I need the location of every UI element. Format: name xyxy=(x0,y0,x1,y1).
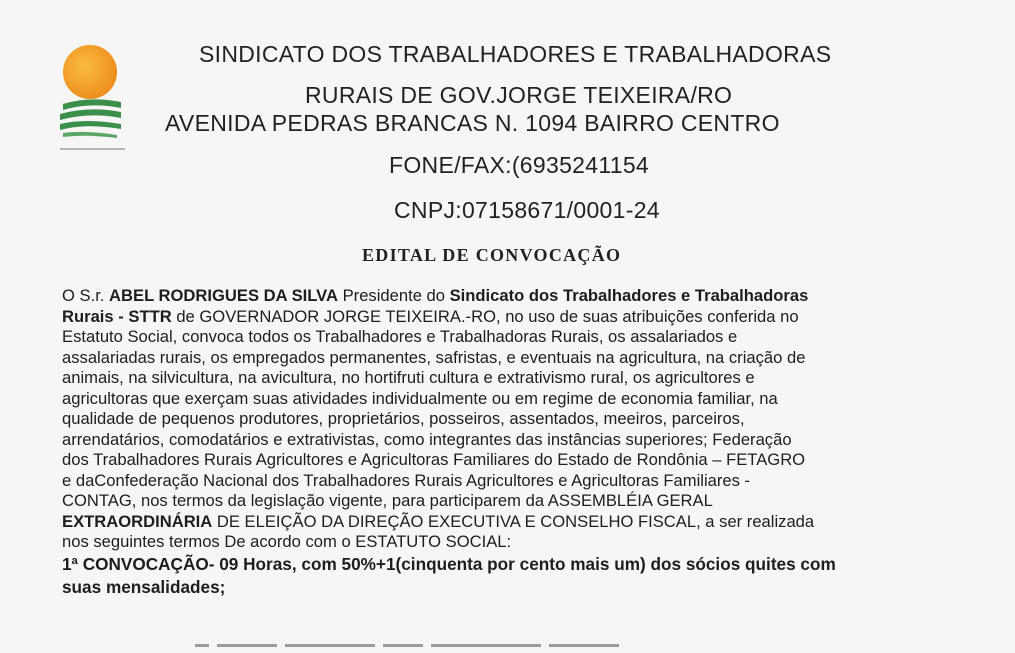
header-union-name-line1: SINDICATO DOS TRABALHADORES E TRABALHADORAS xyxy=(199,41,832,67)
body-text: Presidente do xyxy=(337,286,450,305)
header-phone: FONE/FAX:(6935241154 xyxy=(389,152,649,178)
body-line xyxy=(62,286,962,307)
body-text: de GOVERNADOR JORGE TEIXEIRA.-RO, no uso de suas atribuições conferida no xyxy=(171,306,799,326)
header-address: AVENIDA PEDRAS BRANCAS N. 1094 BAIRRO CENTRO xyxy=(165,110,780,136)
body-line: nos seguintes termos De acordo com o ESTATUTO SOCIAL: xyxy=(62,532,512,551)
body-line: CONTAG, nos termos da legislação vigente, para participarem da ASSEMBLÉIA GERAL xyxy=(62,491,713,510)
body-line: agricultoras que exerçam suas atividades individualmente ou em regime de economia familiar, na xyxy=(62,388,778,408)
document-title: EDITAL DE CONVOCAÇÃO xyxy=(362,245,622,265)
first-convocation: 1ª CONVOCAÇÃO- 09 Horas, com 50%+1(cinquenta por cento mais um) dos sócios quites com xyxy=(62,553,836,574)
body-line: assalariadas rurais, os empregados permanentes, safristas, e eventuais na agricultura, na criação de xyxy=(62,347,806,367)
union-name-cont: Rurais - STTR xyxy=(62,306,172,326)
body-line xyxy=(62,512,962,533)
body-line: arrendatários, comodatários e extrativistas, como integrantes das instâncias superiores; Federação xyxy=(62,429,792,449)
header-union-name-line2: RURAIS DE GOV.JORGE TEIXEIRA/RO xyxy=(305,82,733,108)
body-text: O S.r. xyxy=(62,286,110,305)
body-line: animais, na silvicultura, na avicultura, no hortifruti cultura e extrativismo rural, os agricultores e xyxy=(62,368,755,387)
union-name: Sindicato dos Trabalhadores e Trabalhadoras xyxy=(449,286,809,305)
sun-over-field-logo xyxy=(55,42,125,152)
notice-body xyxy=(62,286,962,599)
body-line: Estatuto Social, convoca todos os Trabalhadores e Trabalhadoras Rurais, os assalariados e xyxy=(62,327,738,346)
body-line xyxy=(62,307,962,328)
body-line: e daConfederação Nacional dos Trabalhadores Rurais Agricultores e Agricultoras Familiares - xyxy=(62,470,751,490)
body-text: DE ELEIÇÃO DA DIREÇÃO EXECUTIVA E CONSELHO FISCAL, a ser realizada xyxy=(212,511,815,531)
body-line: qualidade de pequenos produtores, proprietários, posseiros, assentados, meeiros, parceiros, xyxy=(62,409,745,428)
cropped-text-fragment xyxy=(195,644,715,653)
assembly-type: EXTRAORDINÁRIA xyxy=(62,511,213,531)
president-name: ABEL RODRIGUES DA SILVA xyxy=(109,286,338,305)
header-cnpj: CNPJ:07158671/0001-24 xyxy=(394,197,660,223)
first-convocation-cont: suas mensalidades; xyxy=(62,576,226,597)
body-line: dos Trabalhadores Rurais Agricultores e Agricultoras Familiares do Estado de Rondônia – FETAGRO xyxy=(62,450,806,469)
